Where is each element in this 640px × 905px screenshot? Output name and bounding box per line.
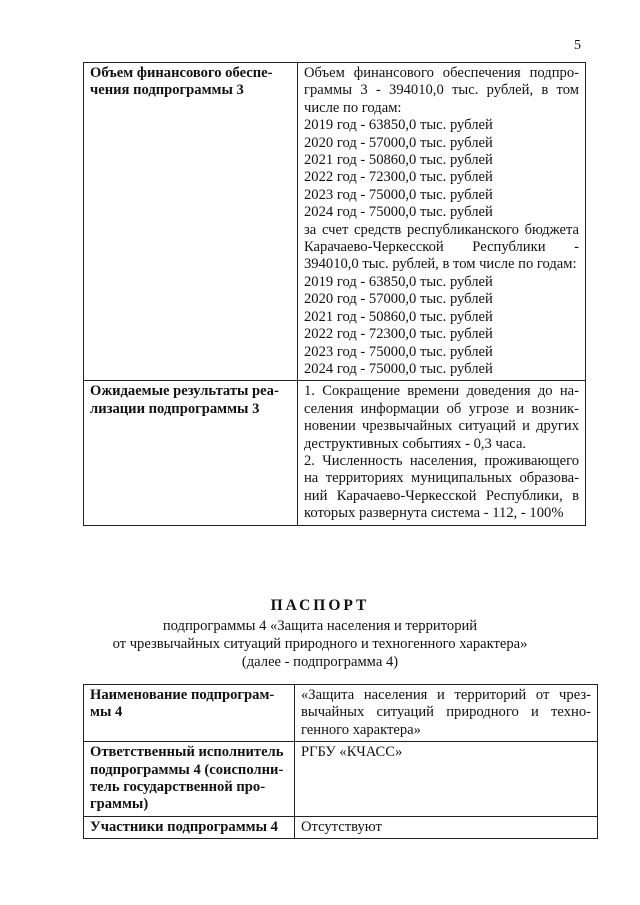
passport-title: ПАСПОРТ — [270, 597, 370, 614]
financing-value — [298, 63, 586, 381]
year-line: 2022 год - 72300,0 тыс. рублей — [304, 169, 493, 186]
table-row — [84, 816, 598, 838]
passport-subtitle-line-2: от чрезвычайных ситуаций природного и техногенного характера» — [112, 636, 528, 652]
expected-results-value — [298, 381, 586, 525]
year-line: 2023 год - 75000,0 тыс. рублей — [304, 186, 493, 203]
year-line: 2022 год - 72300,0 тыс. рублей — [304, 326, 493, 343]
page-number: 5 — [574, 38, 581, 53]
table-row — [84, 685, 598, 742]
passport-heading — [40, 597, 600, 671]
responsible-executor-value: РГБУ «КЧАСС» — [295, 742, 598, 817]
financing-label: Объем финансового обеспечения подпрограммы 3 — [84, 63, 298, 381]
year-line: 2021 год - 50860,0 тыс. рублей — [304, 308, 493, 325]
result-item-2: 2. Численность населения, проживающего на территориях муниципальных образований Карачаево-Черкесской Республики, в которых развернута система - 112, - 100% — [304, 452, 579, 522]
table-row — [84, 381, 586, 525]
subprogram-name-label: Наименование подпрограммы 4 — [84, 685, 295, 742]
table-row — [84, 63, 586, 381]
year-line: 2019 год - 63850,0 тыс. рублей — [304, 117, 493, 134]
responsible-executor-label: Ответственный исполнитель подпрограммы 4 (соисполнитель государственной программы) — [84, 742, 295, 817]
passport-subtitle-line-1: подпрограммы 4 «Защита населения и территорий — [162, 618, 478, 634]
participants-label: Участники подпрограммы 4 — [84, 816, 295, 838]
table-row — [84, 742, 598, 817]
financing-intro: Объем финансового обеспечения подпрограммы 3 - 394010,0 тыс. рублей, в том числе по годам: — [304, 65, 579, 116]
year-line: 2019 год - 63850,0 тыс. рублей — [304, 273, 493, 290]
year-line: 2024 год - 75000,0 тыс. рублей — [304, 204, 493, 221]
subprogram-4-passport-table — [83, 684, 598, 839]
subprogram-3-passport-table — [83, 62, 586, 526]
participants-value: Отсутствуют — [295, 816, 598, 838]
passport-subtitle-line-3: (далее - подпрограмма 4) — [241, 654, 399, 670]
year-line: 2020 год - 57000,0 тыс. рублей — [304, 291, 493, 308]
budget-intro: за счет средств республиканского бюджета Карачаево-Черкесской Республики - 394010,0 тыс. рублей, в том числе по годам: — [304, 221, 579, 273]
subprogram-name-value: «Защита населения и территорий от чрезвычайных ситуаций природного и техногенного характера» — [295, 685, 598, 742]
result-item-1: 1. Сокращение времени доведения до населения информации об угрозе и возникновении чрезвычайных ситуаций и других деструктивных событиях - 0,3 часа. — [304, 383, 579, 452]
year-line: 2024 год - 75000,0 тыс. рублей — [304, 360, 493, 377]
expected-results-label: Ожидаемые результаты реализации подпрограммы 3 — [84, 381, 298, 525]
year-line: 2020 год - 57000,0 тыс. рублей — [304, 134, 493, 151]
year-line: 2023 год - 75000,0 тыс. рублей — [304, 343, 493, 360]
year-line: 2021 год - 50860,0 тыс. рублей — [304, 152, 493, 169]
